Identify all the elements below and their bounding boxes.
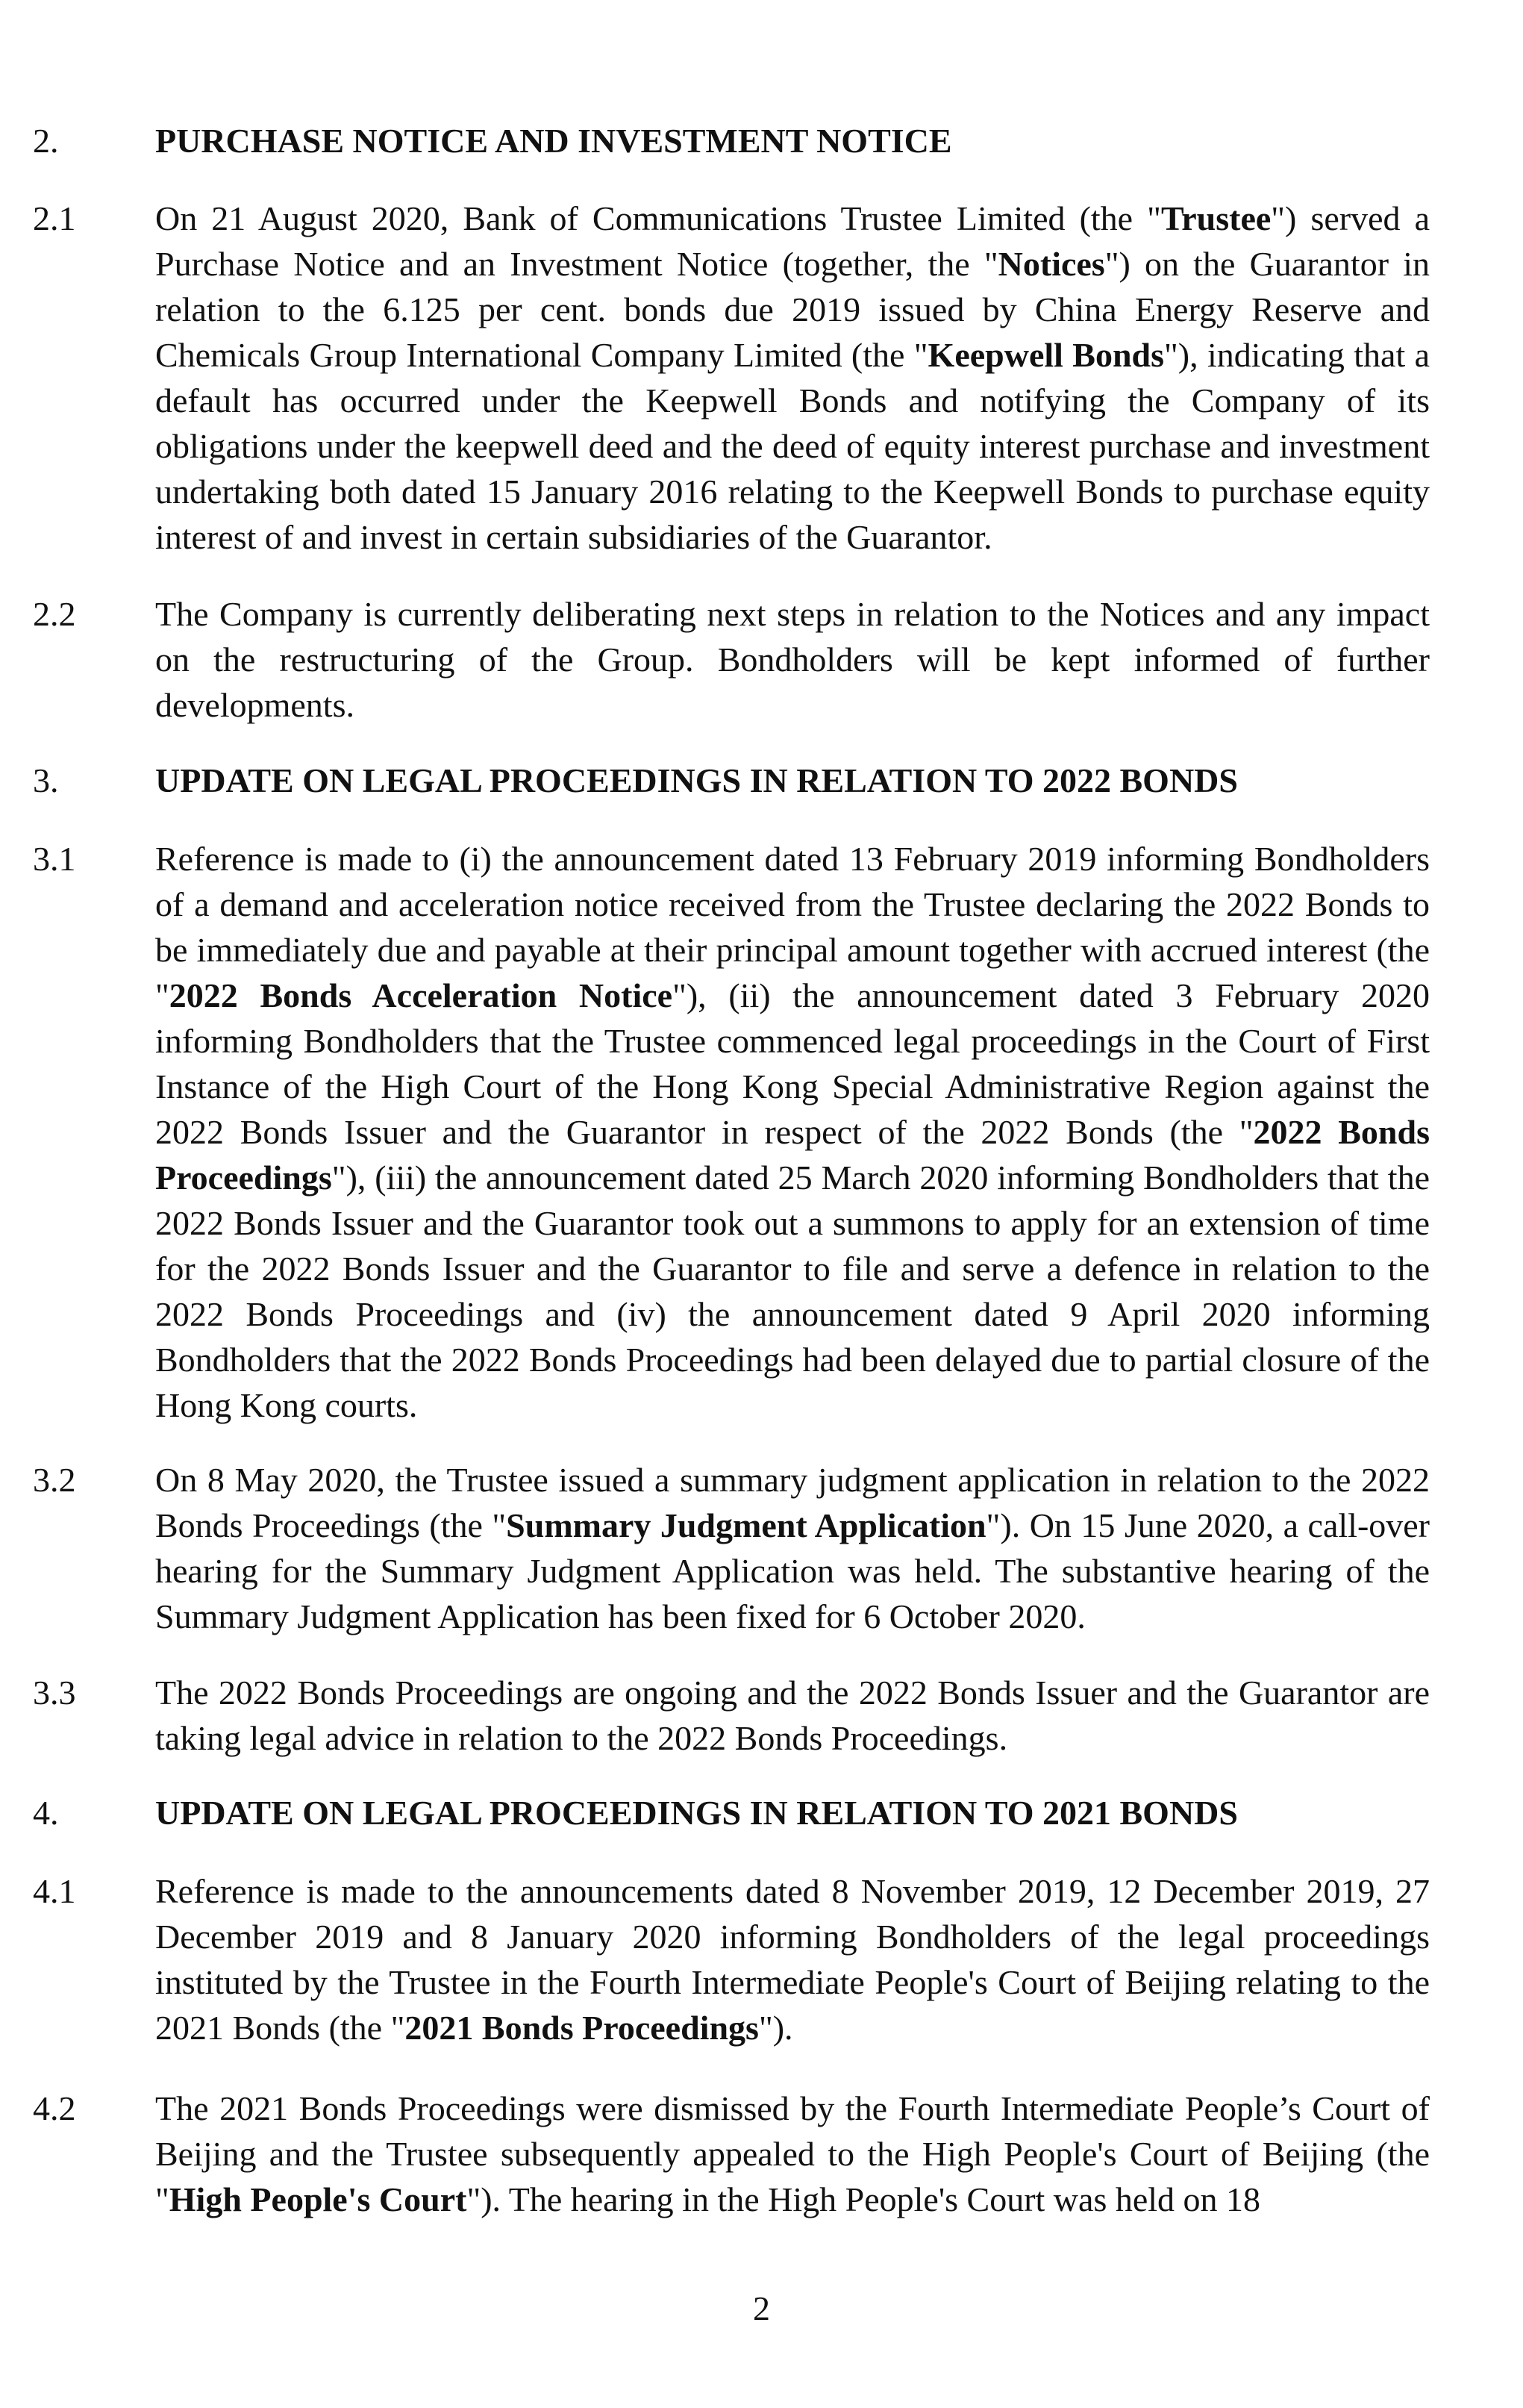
defined-term: Trustee bbox=[1160, 199, 1272, 237]
defined-term: Summary Judgment Application bbox=[506, 1506, 986, 1544]
text-run: On 8 May 2020, the Trustee issued a summary judgment application in relation to the 2022 Bonds Proceedings (the " bbox=[155, 1461, 1430, 1544]
defined-term: Notices bbox=[998, 245, 1105, 283]
paragraph-number: 3.1 bbox=[33, 840, 76, 878]
paragraph-number: 2.2 bbox=[33, 595, 76, 633]
paragraph-text bbox=[155, 1457, 1430, 1639]
defined-term: 2022 Bonds Proceedings bbox=[155, 1113, 1430, 1197]
defined-term: 2021 Bonds Proceedings bbox=[404, 2009, 759, 2047]
paragraph-text bbox=[155, 1868, 1430, 2050]
text-run: "), indicating that a default has occurred under the Keepwell Bonds and notifying the Company of its obligations under the keepwell deed and the deed of equity interest purchase and investment undertaking both dated 15 January 2016 relating to the Keepwell Bonds to purchase equity interest of and invest in certain subsidiaries of the Guarantor. bbox=[155, 336, 1430, 556]
paragraph-text bbox=[155, 1670, 1430, 1761]
paragraph-number: 2.1 bbox=[33, 199, 76, 237]
text-run: "), (iii) the announcement dated 25 March 2020 informing Bondholders that the 2022 Bonds Issuer and the Guarantor took out a summons to apply for an extension of time for the 2022 Bonds Issuer and the Guarantor to file and serve a defence in relation to the 2022 Bonds Proceedings and (iv) the announcement dated 9 April 2020 informing Bondholders that the 2022 Bonds Proceedings had been delayed due to partial closure of the Hong Kong courts. bbox=[155, 1158, 1430, 1424]
defined-term: Keepwell Bonds bbox=[928, 336, 1165, 374]
section-number: 3. bbox=[33, 761, 59, 799]
text-run: "). On 15 June 2020, a call-over hearing for the Summary Judgment Application was held. The substantive hearing of the Summary Judgment Application has been fixed for 6 October 2020. bbox=[155, 1506, 1430, 1635]
page-number: 2 bbox=[753, 2289, 770, 2327]
section-number: 2. bbox=[33, 122, 59, 160]
section-number: 4. bbox=[33, 1794, 59, 1832]
text-run: The 2021 Bonds Proceedings were dismissed by the Fourth Intermediate People’s Court of Beijing and the Trustee subsequently appealed to the High People's Court of Beijing (the " bbox=[155, 2089, 1430, 2218]
section-heading: UPDATE ON LEGAL PROCEEDINGS IN RELATION TO 2021 BONDS bbox=[155, 1794, 1238, 1832]
paragraph-text bbox=[155, 591, 1430, 728]
text-run: "). bbox=[758, 2009, 793, 2047]
paragraph-text bbox=[155, 836, 1430, 1428]
paragraph-number: 4.2 bbox=[33, 2089, 76, 2127]
paragraph-text bbox=[155, 196, 1430, 560]
text-run: Reference is made to (i) the announcement dated 13 February 2019 informing Bondholders of a demand and acceleration notice received from the Trustee declaring the 2022 Bonds to be immediately due and payable at their principal amount together with accrued interest (the " bbox=[155, 840, 1430, 1014]
text-run: Reference is made to the announcements dated 8 November 2019, 12 December 2019, 27 December 2019 and 8 January 2020 informing Bondholders of the legal proceedings instituted by the Trustee in the Fourth Intermediate People's Court of Beijing relating to the 2021 Bonds (the " bbox=[155, 1872, 1430, 2047]
paragraph-text bbox=[155, 2086, 1430, 2222]
text-run: The Company is currently deliberating next steps in relation to the Notices and any impact on the restructuring of the Group. Bondholders will be kept informed of further developments. bbox=[155, 595, 1430, 724]
paragraph-number: 3.2 bbox=[33, 1461, 76, 1499]
text-run: "), (ii) the announcement dated 3 February 2020 informing Bondholders that the Trustee commenced legal proceedings in the Court of First Instance of the High Court of the Hong Kong Special Administrative Region against the 2022 Bonds Issuer and the Guarantor in respect of the 2022 Bonds (the " bbox=[155, 976, 1430, 1151]
paragraph-number: 3.3 bbox=[33, 1674, 76, 1712]
defined-term: High People's Court bbox=[169, 2180, 467, 2218]
defined-term: 2022 Bonds Acceleration Notice bbox=[169, 976, 673, 1014]
text-run: "). The hearing in the High People's Court was held on 18 bbox=[466, 2180, 1261, 2218]
text-run: The 2022 Bonds Proceedings are ongoing and the 2022 Bonds Issuer and the Guarantor are taking legal advice in relation to the 2022 Bonds Proceedings. bbox=[155, 1674, 1430, 1757]
section-heading: PURCHASE NOTICE AND INVESTMENT NOTICE bbox=[155, 122, 952, 160]
text-run: On 21 August 2020, Bank of Communications Trustee Limited (the " bbox=[155, 199, 1161, 237]
text-run: ") on the Guarantor in relation to the 6.125 per cent. bonds due 2019 issued by China Energy Reserve and Chemicals Group International Company Limited (the " bbox=[155, 245, 1430, 374]
section-heading: UPDATE ON LEGAL PROCEEDINGS IN RELATION TO 2022 BONDS bbox=[155, 761, 1238, 799]
text-run: ") served a Purchase Notice and an Investment Notice (together, the " bbox=[155, 199, 1430, 283]
paragraph-number: 4.1 bbox=[33, 1872, 76, 1910]
